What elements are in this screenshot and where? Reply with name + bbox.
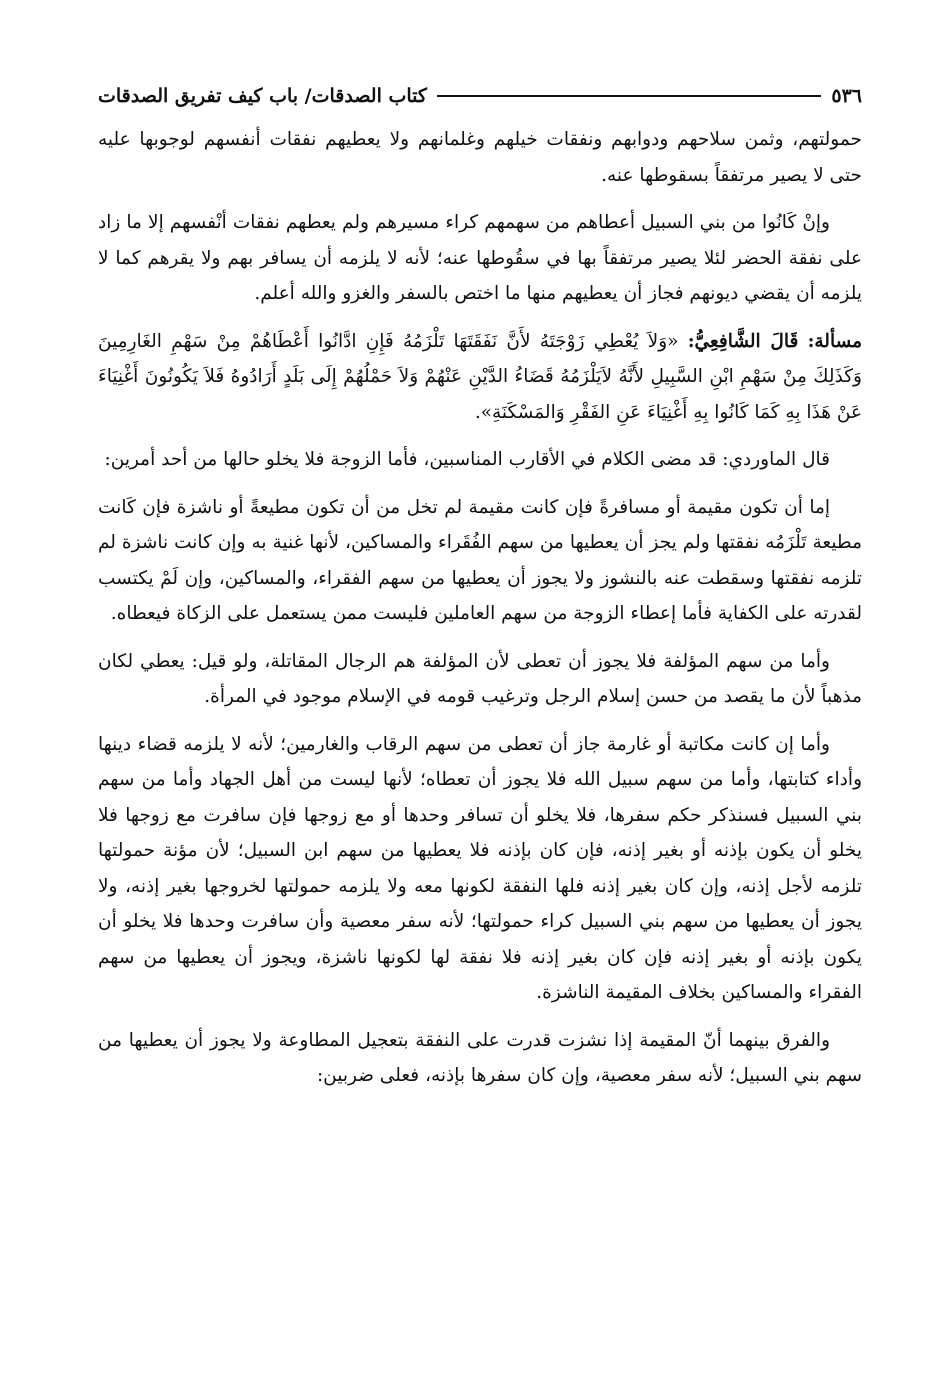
book-page	[98, 78, 862, 1338]
page-body	[98, 122, 862, 1094]
running-title: كتاب الصدقات/ باب كيف تفريق الصدقات	[98, 85, 427, 107]
paragraph-1: حمولتهم، وثمن سلاحهم ودوابهم ونفقات خيلهم وغلمانهم ولا يعطيهم نفقات أنفسهم لوجوبها عليه حتى لا يصير مرتفقاً بسقوطها عنه.	[98, 129, 862, 186]
page-header	[98, 78, 862, 114]
page-number: ٥٣٦	[831, 85, 862, 107]
paragraph-7: وأما إن كانت مكاتبة أو غارمة جاز أن تعطى من سهم الرقاب والغارمين؛ لأنه لا يلزمه قضاء دينها وأداء كتابتها، وأما من سهم سبيل الله فلا يجوز أن تعطاه؛ لأنها ليست من أهل الجهاد وأما من سهم بني السبيل فسنذكر حكم سفرها، فلا يخلو أن تسافر وحدها أو مع زوجها فإن سافرت مع زوجها فلا يخلو أن يكون بإذنه أو بغير إذنه، فإن كان بإذنه فلا يعطيها من سهم ابن السبيل؛ لأن مؤنة حمولتها تلزمه لأجل إذنه، وإن كان بغير إذنه فلها النفقة لكونها معه ولا يلزمه حمولتها لخروجها بغير إذنه، ولا يجوز أن يعطيها من سهم بني السبيل كراء حمولتها؛ لأنه سفر معصية وأن سافرت وحدها فلا يخلو أن يكون بإذنه أو بغير إذنه فإن كان بغير إذنه فلا نفقة لها لكونها ناشزة، ويجوز أن يعطيها من سهم الفقراء والمساكين بخلاف المقيمة الناشزة.	[98, 733, 862, 1003]
paragraph-4: قال الماوردي: قد مضى الكلام في الأقارب المناسبين، فأما الزوجة فلا يخلو حالها من أحد أمرين:	[104, 449, 830, 470]
paragraph-2: وإنْ كَانُوا من بني السبيل أعطاهم من سهمهم كراء مسيرهم ولم يعطهم نفقات أنْفسهم إلا ما زاد على نفقة الحضر لئلا يصير مرتفقاً بها في سقُوطها عنه؛ لأنه لا يلزمه أن يسافر بهم ولا يقرهم كما لا يلزمه أن يقضي ديونهم فجاز أن يعطيهم منها ما اختص بالسفر والغزو والله أعلم.	[98, 212, 862, 304]
masala-quote: «وَلاَ يُعْطِي زَوْجَتَهُ لأَنَّ نَفَقَتَهَا تَلْزَمُهُ فَإِنِ ادَّانُوا أَعْطَاهُمْ مِنْ سَهْمِ الغَارِمِينَ وَكَذَلِكَ مِنْ سَهْمِ ابْنِ السَّبِيلِ لأَنَّهُ لاَيَلْزَمُهُ قَضَاءُ الدَّيْنِ عَنْهُمْ وَلاَ حَمْلُهُمْ إِلَى بَلَدٍ أَرَادُوهُ فَلاَ يَكُونُونَ أَغْنِيَاءَ عَنْ هَذَا بِهِ كَمَا كَانُوا بِهِ أَغْنِيَاءَ عَنِ الفَقْرِ وَالمَسْكَنَةِ».	[98, 330, 862, 423]
header-rule	[437, 95, 821, 97]
paragraph-8: والفرق بينهما أنّ المقيمة إذا نشزت قدرت على النفقة بتعجيل المطاوعة ولا يجوز أن يعطيها من سهم بني السبيل؛ لأنه سفر معصية، وإن كان سفرها بإذنه، فعلى ضربين:	[98, 1029, 862, 1086]
paragraph-6: وأما من سهم المؤلفة فلا يجوز أن تعطى لأن المؤلفة هم الرجال المقاتلة، ولو قيل: يعطي لكان مذهباً لأن ما يقصد من حسن إسلام الرجل وترغيب قومه في الإسلام موجود في المرأة.	[98, 650, 862, 707]
masala-paragraph	[98, 324, 862, 431]
shafii-speaker: قَالَ الشَّافِعِيُّ:	[687, 330, 799, 352]
paragraph-5: إما أن تكون مقيمة أو مسافرةً فإن كانت مقيمة لم تخل من أن تكون مطيعةً أو ناشزة فإن كَانت مطيعة تَلْزَمُه نفقتها ولم يجز أن يعطيها من سهم الفُقَراء والمساكين، لأنها غنية به وإن كانت ناشزة لم تلزمه نفقتها وسقطت عنه بالنشوز ولا يجوز أن يعطيها من سهم الفقراء، والمساكين، وإن لَمْ يكتسب لقدرته على الكفاية فأما إعطاء الزوجة من سهم العاملين فليست ممن يستعمل على الزكاة فيعطاه.	[98, 496, 862, 624]
masala-label: مسألة:	[807, 330, 862, 352]
